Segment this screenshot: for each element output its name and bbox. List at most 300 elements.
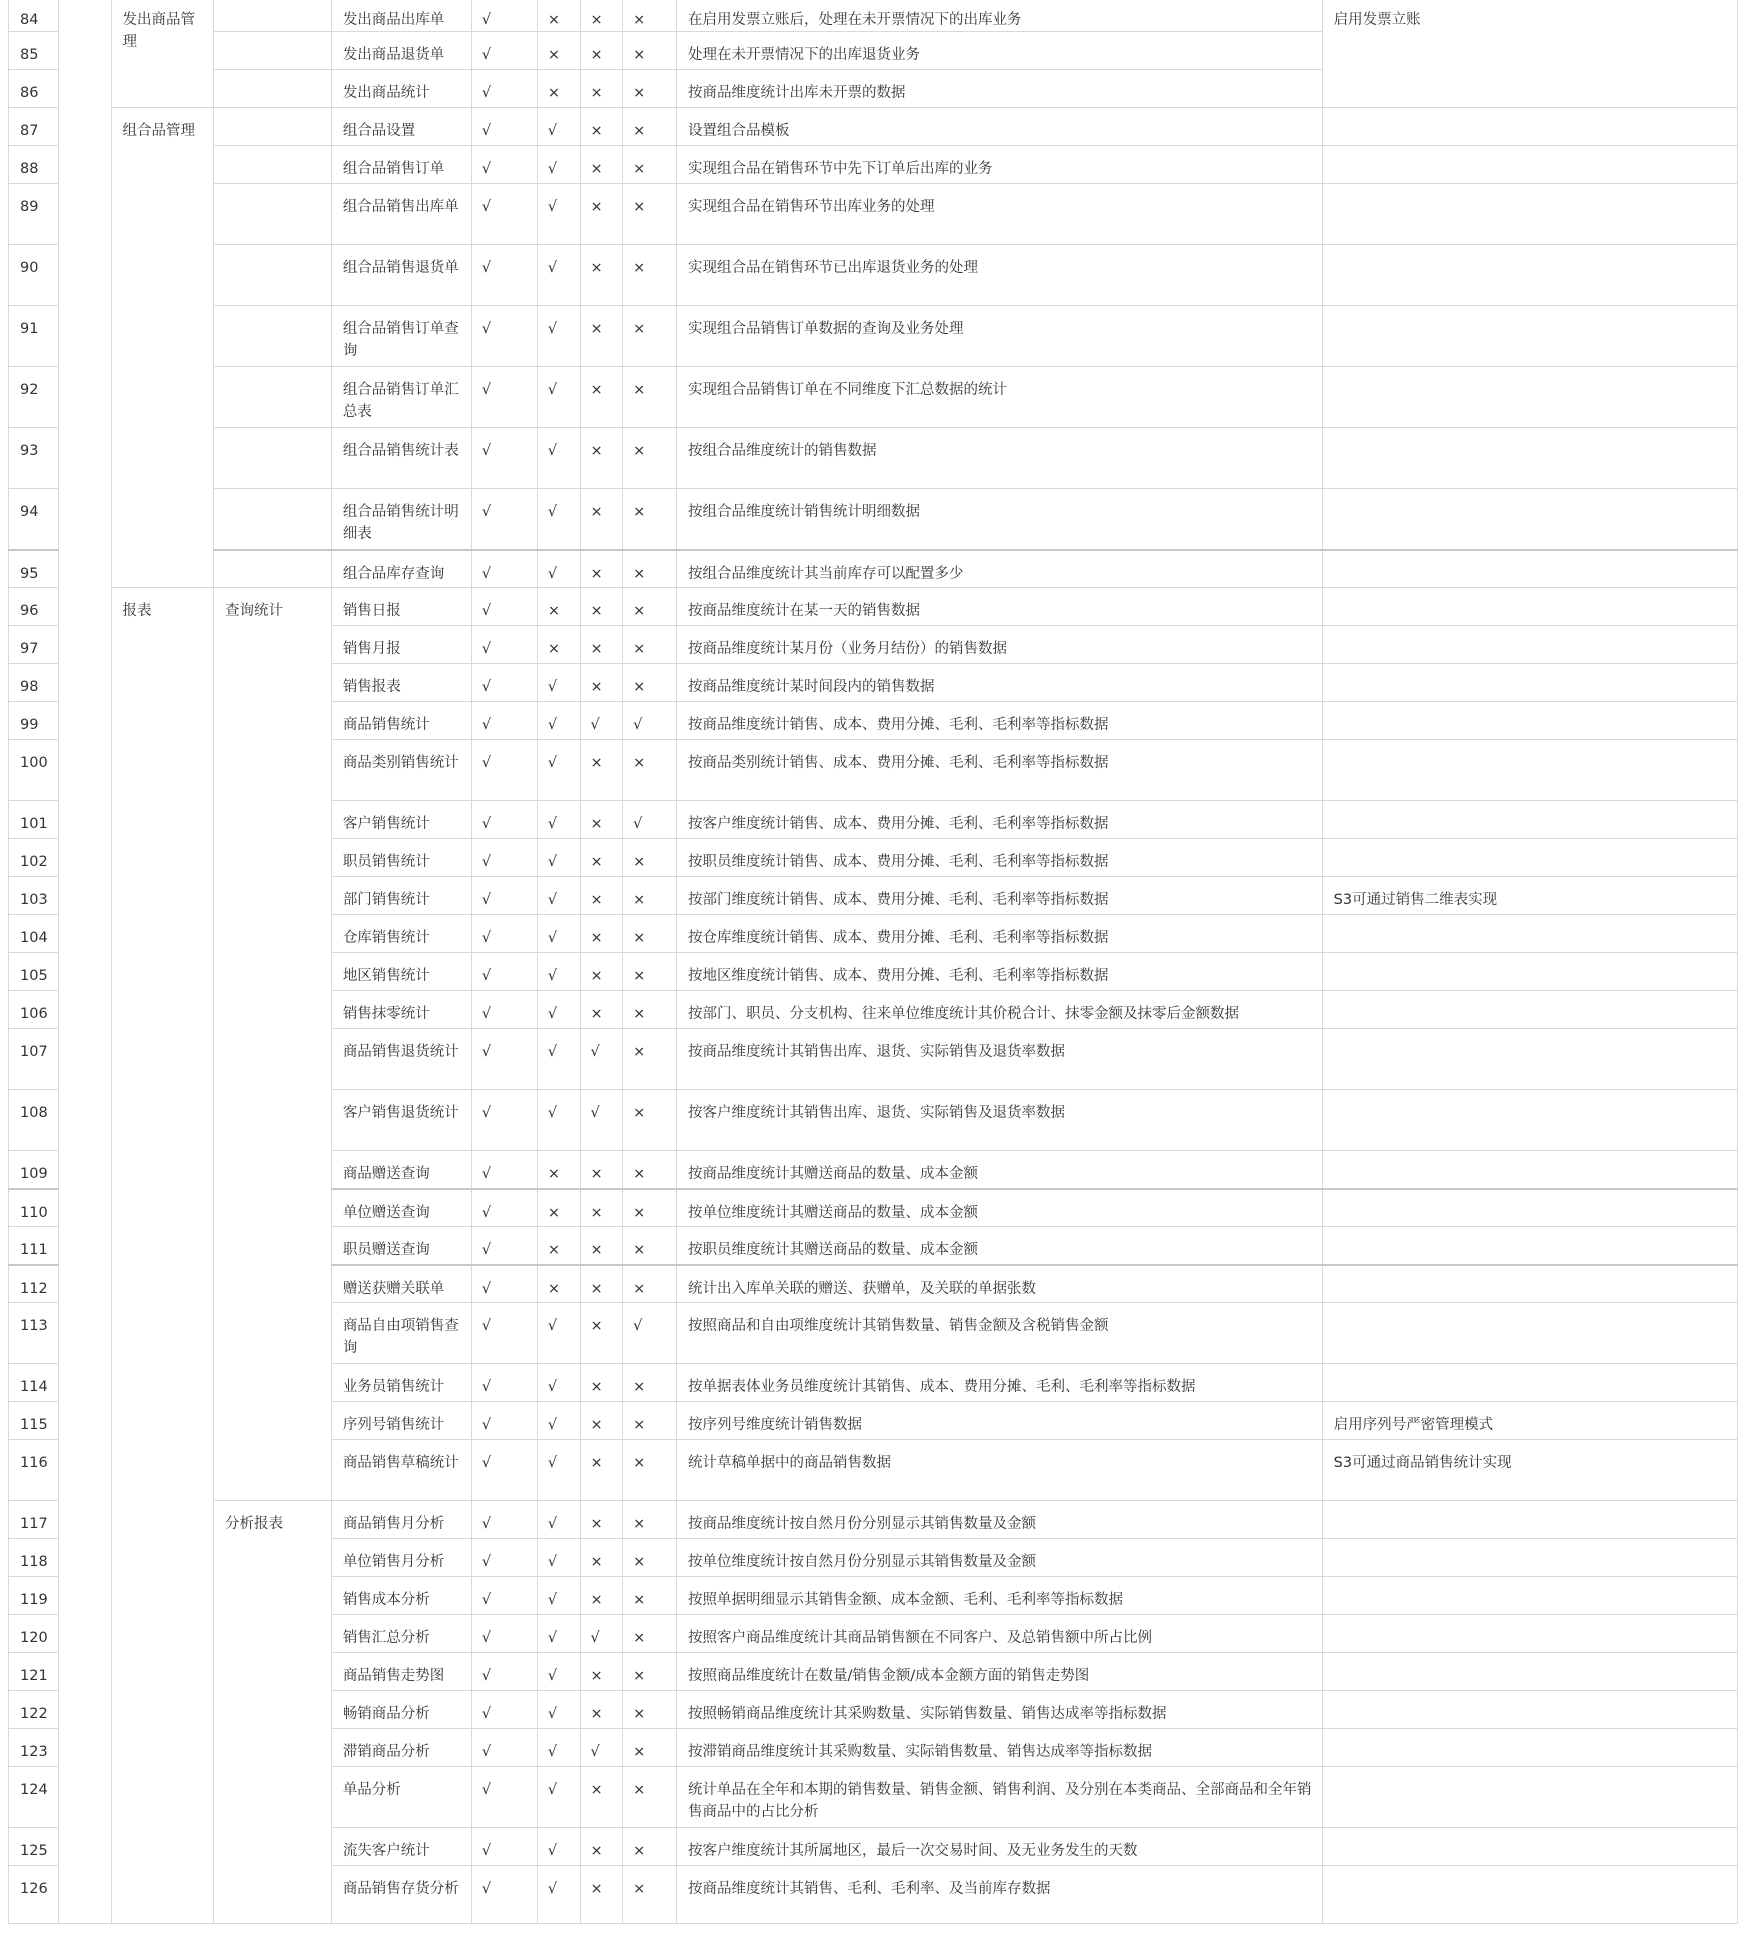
remark bbox=[1322, 1303, 1737, 1364]
support-mark: √ bbox=[471, 306, 537, 367]
function-name: 销售报表 bbox=[331, 664, 471, 702]
remark bbox=[1322, 702, 1737, 740]
support-mark: × bbox=[623, 489, 677, 550]
support-mark: × bbox=[580, 1151, 623, 1189]
support-mark: √ bbox=[471, 1402, 537, 1440]
function-name: 商品类别销售统计 bbox=[331, 740, 471, 801]
support-mark: √ bbox=[623, 801, 677, 839]
row-number: 106 bbox=[9, 991, 59, 1029]
function-name: 商品销售走势图 bbox=[331, 1653, 471, 1691]
support-mark: √ bbox=[537, 550, 580, 588]
support-mark: √ bbox=[537, 801, 580, 839]
remark bbox=[1322, 1227, 1737, 1265]
remark bbox=[1322, 1729, 1737, 1767]
support-mark: √ bbox=[537, 664, 580, 702]
remark bbox=[1322, 1866, 1737, 1924]
row-number: 90 bbox=[9, 245, 59, 306]
support-mark: × bbox=[580, 915, 623, 953]
function-name: 商品销售存货分析 bbox=[331, 1866, 471, 1924]
remark bbox=[1322, 839, 1737, 877]
function-name: 组合品销售统计明细表 bbox=[331, 489, 471, 550]
support-mark: × bbox=[580, 108, 623, 146]
support-mark: × bbox=[623, 664, 677, 702]
support-mark: √ bbox=[471, 32, 537, 70]
module-name: 组合品管理 bbox=[111, 108, 214, 588]
support-mark: × bbox=[623, 367, 677, 428]
function-description: 实现组合品销售订单数据的查询及业务处理 bbox=[676, 306, 1322, 367]
function-name: 单位赠送查询 bbox=[331, 1189, 471, 1227]
function-name: 流失客户统计 bbox=[331, 1828, 471, 1866]
function-name: 组合品销售出库单 bbox=[331, 184, 471, 245]
support-mark: × bbox=[580, 1539, 623, 1577]
support-mark: × bbox=[537, 1189, 580, 1227]
function-description: 统计草稿单据中的商品销售数据 bbox=[676, 1440, 1322, 1501]
function-name: 组合品销售订单 bbox=[331, 146, 471, 184]
support-mark: √ bbox=[537, 1303, 580, 1364]
support-mark: √ bbox=[471, 664, 537, 702]
function-name: 商品销售月分析 bbox=[331, 1501, 471, 1539]
support-mark: √ bbox=[537, 1364, 580, 1402]
support-mark: × bbox=[623, 1364, 677, 1402]
support-mark: × bbox=[580, 1691, 623, 1729]
support-mark: √ bbox=[471, 740, 537, 801]
support-mark: √ bbox=[471, 588, 537, 626]
row-number: 122 bbox=[9, 1691, 59, 1729]
support-mark: √ bbox=[471, 1501, 537, 1539]
function-name: 发出商品统计 bbox=[331, 70, 471, 108]
row-number: 97 bbox=[9, 626, 59, 664]
row-number: 117 bbox=[9, 1501, 59, 1539]
module-name: 报表 bbox=[111, 588, 214, 1924]
support-mark: √ bbox=[471, 1615, 537, 1653]
support-mark: √ bbox=[471, 0, 537, 32]
row-number: 119 bbox=[9, 1577, 59, 1615]
support-mark: √ bbox=[471, 1539, 537, 1577]
support-mark: × bbox=[580, 1402, 623, 1440]
function-name: 销售抹零统计 bbox=[331, 991, 471, 1029]
module-name: 发出商品管理 bbox=[111, 0, 214, 108]
support-mark: × bbox=[580, 1303, 623, 1364]
function-name: 销售月报 bbox=[331, 626, 471, 664]
support-mark: √ bbox=[471, 1767, 537, 1828]
support-mark: × bbox=[623, 1539, 677, 1577]
support-mark: × bbox=[623, 1227, 677, 1265]
support-mark: √ bbox=[537, 991, 580, 1029]
row-number: 89 bbox=[9, 184, 59, 245]
row-number: 98 bbox=[9, 664, 59, 702]
row-number: 121 bbox=[9, 1653, 59, 1691]
support-mark: × bbox=[623, 184, 677, 245]
support-mark: × bbox=[623, 1440, 677, 1501]
row-number: 92 bbox=[9, 367, 59, 428]
row-number: 86 bbox=[9, 70, 59, 108]
support-mark: √ bbox=[471, 70, 537, 108]
support-mark: √ bbox=[537, 1402, 580, 1440]
function-description: 按单位维度统计其赠送商品的数量、成本金额 bbox=[676, 1189, 1322, 1227]
remark bbox=[1322, 1653, 1737, 1691]
support-mark: × bbox=[580, 32, 623, 70]
function-name: 单位销售月分析 bbox=[331, 1539, 471, 1577]
support-mark: √ bbox=[471, 1265, 537, 1303]
row-number: 120 bbox=[9, 1615, 59, 1653]
support-mark: × bbox=[537, 626, 580, 664]
support-mark: × bbox=[623, 1265, 677, 1303]
feature-comparison-table bbox=[8, 0, 1738, 1924]
table-row bbox=[9, 550, 1738, 588]
function-description: 按地区维度统计销售、成本、费用分摊、毛利、毛利率等指标数据 bbox=[676, 953, 1322, 991]
function-name: 畅销商品分析 bbox=[331, 1691, 471, 1729]
support-mark: √ bbox=[471, 1227, 537, 1265]
support-mark: × bbox=[623, 626, 677, 664]
function-name: 商品销售草稿统计 bbox=[331, 1440, 471, 1501]
support-mark: × bbox=[623, 1615, 677, 1653]
support-mark: × bbox=[623, 428, 677, 489]
support-mark: √ bbox=[623, 1303, 677, 1364]
support-mark: × bbox=[580, 1265, 623, 1303]
support-mark: × bbox=[623, 245, 677, 306]
remark bbox=[1322, 588, 1737, 626]
support-mark: × bbox=[623, 550, 677, 588]
row-number: 108 bbox=[9, 1090, 59, 1151]
support-mark: × bbox=[623, 0, 677, 32]
row-number: 94 bbox=[9, 489, 59, 550]
function-description: 按照商品和自由项维度统计其销售数量、销售金额及含税销售金额 bbox=[676, 1303, 1322, 1364]
support-mark: √ bbox=[537, 1729, 580, 1767]
support-mark: √ bbox=[580, 702, 623, 740]
support-mark: × bbox=[623, 1577, 677, 1615]
support-mark: × bbox=[623, 1691, 677, 1729]
table-body bbox=[9, 0, 1738, 1924]
row-number: 109 bbox=[9, 1151, 59, 1189]
remark bbox=[1322, 306, 1737, 367]
submodule-name bbox=[214, 108, 332, 146]
support-mark: × bbox=[580, 1440, 623, 1501]
remark bbox=[1322, 428, 1737, 489]
function-description: 按照商品维度统计在数量/销售金额/成本金额方面的销售走势图 bbox=[676, 1653, 1322, 1691]
remark bbox=[1322, 489, 1737, 550]
function-description: 实现组合品销售订单在不同维度下汇总数据的统计 bbox=[676, 367, 1322, 428]
remark bbox=[1322, 1577, 1737, 1615]
support-mark: × bbox=[580, 1364, 623, 1402]
support-mark: × bbox=[580, 306, 623, 367]
row-number: 101 bbox=[9, 801, 59, 839]
support-mark: √ bbox=[537, 1653, 580, 1691]
support-mark: √ bbox=[580, 1090, 623, 1151]
support-mark: √ bbox=[471, 1090, 537, 1151]
submodule-name bbox=[214, 184, 332, 245]
remark bbox=[1322, 1029, 1737, 1090]
support-mark: × bbox=[580, 1189, 623, 1227]
remark bbox=[1322, 1189, 1737, 1227]
submodule-name bbox=[214, 0, 332, 32]
remark bbox=[1322, 1539, 1737, 1577]
support-mark: √ bbox=[471, 1729, 537, 1767]
remark bbox=[1322, 1501, 1737, 1539]
support-mark: √ bbox=[537, 915, 580, 953]
support-mark: √ bbox=[471, 1577, 537, 1615]
support-mark: × bbox=[580, 1653, 623, 1691]
table-row bbox=[9, 245, 1738, 306]
support-mark: √ bbox=[537, 184, 580, 245]
support-mark: √ bbox=[537, 1767, 580, 1828]
support-mark: × bbox=[580, 740, 623, 801]
support-mark: √ bbox=[471, 1303, 537, 1364]
support-mark: × bbox=[623, 877, 677, 915]
remark bbox=[1322, 184, 1737, 245]
submodule-name bbox=[214, 428, 332, 489]
support-mark: × bbox=[623, 1402, 677, 1440]
support-mark: √ bbox=[471, 953, 537, 991]
function-name: 赠送获赠关联单 bbox=[331, 1265, 471, 1303]
support-mark: × bbox=[580, 245, 623, 306]
support-mark: × bbox=[537, 0, 580, 32]
support-mark: × bbox=[623, 953, 677, 991]
remark bbox=[1322, 915, 1737, 953]
support-mark: × bbox=[580, 801, 623, 839]
support-mark: √ bbox=[471, 1828, 537, 1866]
support-mark: × bbox=[580, 1227, 623, 1265]
submodule-name bbox=[214, 489, 332, 550]
support-mark: × bbox=[580, 1501, 623, 1539]
row-number: 123 bbox=[9, 1729, 59, 1767]
function-description: 实现组合品在销售环节中先下订单后出库的业务 bbox=[676, 146, 1322, 184]
support-mark: √ bbox=[537, 306, 580, 367]
submodule-name bbox=[214, 367, 332, 428]
support-mark: √ bbox=[537, 245, 580, 306]
table-row bbox=[9, 0, 1738, 32]
table-row bbox=[9, 367, 1738, 428]
support-mark: × bbox=[623, 146, 677, 184]
table-row bbox=[9, 588, 1738, 626]
row-number: 116 bbox=[9, 1440, 59, 1501]
row-number: 84 bbox=[9, 0, 59, 32]
support-mark: × bbox=[623, 32, 677, 70]
support-mark: × bbox=[623, 1866, 677, 1924]
submodule-name bbox=[214, 550, 332, 588]
row-number: 107 bbox=[9, 1029, 59, 1090]
support-mark: √ bbox=[537, 1691, 580, 1729]
support-mark: × bbox=[623, 1151, 677, 1189]
function-name: 地区销售统计 bbox=[331, 953, 471, 991]
row-number: 115 bbox=[9, 1402, 59, 1440]
support-mark: × bbox=[580, 0, 623, 32]
function-description: 按部门、职员、分支机构、往来单位维度统计其价税合计、抹零金额及抹零后金额数据 bbox=[676, 991, 1322, 1029]
support-mark: √ bbox=[537, 367, 580, 428]
support-mark: √ bbox=[537, 1539, 580, 1577]
function-description: 按照客户商品维度统计其商品销售额在不同客户、及总销售额中所占比例 bbox=[676, 1615, 1322, 1653]
support-mark: × bbox=[580, 1866, 623, 1924]
support-mark: √ bbox=[471, 146, 537, 184]
support-mark: × bbox=[580, 839, 623, 877]
row-number: 96 bbox=[9, 588, 59, 626]
row-number: 111 bbox=[9, 1227, 59, 1265]
support-mark: × bbox=[623, 588, 677, 626]
support-mark: × bbox=[623, 1828, 677, 1866]
support-mark: √ bbox=[537, 702, 580, 740]
support-mark: √ bbox=[471, 184, 537, 245]
support-mark: √ bbox=[580, 1729, 623, 1767]
row-number: 103 bbox=[9, 877, 59, 915]
submodule-name bbox=[214, 146, 332, 184]
function-name: 组合品销售统计表 bbox=[331, 428, 471, 489]
row-number: 118 bbox=[9, 1539, 59, 1577]
support-mark: √ bbox=[471, 702, 537, 740]
function-description: 在启用发票立账后，处理在未开票情况下的出库业务 bbox=[676, 0, 1322, 32]
support-mark: × bbox=[580, 1767, 623, 1828]
remark bbox=[1322, 626, 1737, 664]
support-mark: × bbox=[623, 1501, 677, 1539]
support-mark: × bbox=[580, 588, 623, 626]
remark bbox=[1322, 1691, 1737, 1729]
row-number: 87 bbox=[9, 108, 59, 146]
table-row bbox=[9, 146, 1738, 184]
row-number: 88 bbox=[9, 146, 59, 184]
function-name: 发出商品退货单 bbox=[331, 32, 471, 70]
function-description: 按照单据明细显示其销售金额、成本金额、毛利、毛利率等指标数据 bbox=[676, 1577, 1322, 1615]
support-mark: √ bbox=[537, 1615, 580, 1653]
submodule-name bbox=[214, 32, 332, 70]
support-mark: × bbox=[580, 1577, 623, 1615]
support-mark: × bbox=[580, 550, 623, 588]
function-name: 商品销售退货统计 bbox=[331, 1029, 471, 1090]
function-description: 按商品维度统计在某一天的销售数据 bbox=[676, 588, 1322, 626]
support-mark: √ bbox=[471, 428, 537, 489]
support-mark: √ bbox=[471, 1189, 537, 1227]
remark bbox=[1322, 801, 1737, 839]
function-name: 仓库销售统计 bbox=[331, 915, 471, 953]
row-number: 85 bbox=[9, 32, 59, 70]
function-description: 设置组合品模板 bbox=[676, 108, 1322, 146]
function-description: 按商品类别统计销售、成本、费用分摊、毛利、毛利率等指标数据 bbox=[676, 740, 1322, 801]
submodule-name bbox=[214, 306, 332, 367]
function-name: 组合品销售订单汇总表 bbox=[331, 367, 471, 428]
support-mark: √ bbox=[471, 626, 537, 664]
support-mark: √ bbox=[537, 1501, 580, 1539]
function-description: 按商品维度统计其销售、毛利、毛利率、及当前库存数据 bbox=[676, 1866, 1322, 1924]
support-mark: × bbox=[623, 839, 677, 877]
function-name: 组合品销售退货单 bbox=[331, 245, 471, 306]
function-name: 组合品销售订单查询 bbox=[331, 306, 471, 367]
function-name: 客户销售统计 bbox=[331, 801, 471, 839]
support-mark: √ bbox=[580, 1029, 623, 1090]
row-number: 124 bbox=[9, 1767, 59, 1828]
row-number: 104 bbox=[9, 915, 59, 953]
support-mark: × bbox=[623, 915, 677, 953]
support-mark: × bbox=[623, 740, 677, 801]
table-row bbox=[9, 428, 1738, 489]
function-description: 按滞销商品维度统计其采购数量、实际销售数量、销售达成率等指标数据 bbox=[676, 1729, 1322, 1767]
blank-column bbox=[58, 0, 111, 1924]
support-mark: × bbox=[623, 1729, 677, 1767]
support-mark: × bbox=[580, 70, 623, 108]
support-mark: √ bbox=[471, 245, 537, 306]
function-name: 组合品设置 bbox=[331, 108, 471, 146]
submodule-name: 分析报表 bbox=[214, 1501, 332, 1924]
row-number: 112 bbox=[9, 1265, 59, 1303]
remark bbox=[1322, 1615, 1737, 1653]
support-mark: √ bbox=[537, 146, 580, 184]
function-description: 按仓库维度统计销售、成本、费用分摊、毛利、毛利率等指标数据 bbox=[676, 915, 1322, 953]
submodule-name bbox=[214, 70, 332, 108]
support-mark: × bbox=[537, 70, 580, 108]
function-description: 按商品维度统计某月份（业务月结份）的销售数据 bbox=[676, 626, 1322, 664]
function-description: 按组合品维度统计销售统计明细数据 bbox=[676, 489, 1322, 550]
support-mark: √ bbox=[471, 839, 537, 877]
remark bbox=[1322, 1265, 1737, 1303]
function-description: 按商品维度统计其赠送商品的数量、成本金额 bbox=[676, 1151, 1322, 1189]
remark bbox=[1322, 367, 1737, 428]
row-number: 99 bbox=[9, 702, 59, 740]
support-mark: √ bbox=[580, 1615, 623, 1653]
row-number: 102 bbox=[9, 839, 59, 877]
remark: S3可通过商品销售统计实现 bbox=[1322, 1440, 1737, 1501]
function-name: 部门销售统计 bbox=[331, 877, 471, 915]
function-name: 商品赠送查询 bbox=[331, 1151, 471, 1189]
function-name: 单品分析 bbox=[331, 1767, 471, 1828]
support-mark: × bbox=[537, 1265, 580, 1303]
support-mark: × bbox=[537, 1151, 580, 1189]
support-mark: × bbox=[537, 32, 580, 70]
support-mark: × bbox=[580, 428, 623, 489]
function-description: 按商品维度统计出库未开票的数据 bbox=[676, 70, 1322, 108]
submodule-name bbox=[214, 245, 332, 306]
remark: 启用序列号严密管理模式 bbox=[1322, 1402, 1737, 1440]
function-name: 职员销售统计 bbox=[331, 839, 471, 877]
support-mark: × bbox=[537, 588, 580, 626]
support-mark: × bbox=[623, 1767, 677, 1828]
function-description: 按客户维度统计其销售出库、退货、实际销售及退货率数据 bbox=[676, 1090, 1322, 1151]
remark bbox=[1322, 245, 1737, 306]
support-mark: × bbox=[580, 1828, 623, 1866]
row-number: 113 bbox=[9, 1303, 59, 1364]
support-mark: √ bbox=[471, 1653, 537, 1691]
support-mark: × bbox=[580, 489, 623, 550]
support-mark: √ bbox=[537, 1440, 580, 1501]
function-description: 按部门维度统计销售、成本、费用分摊、毛利、毛利率等指标数据 bbox=[676, 877, 1322, 915]
function-name: 销售日报 bbox=[331, 588, 471, 626]
support-mark: √ bbox=[471, 489, 537, 550]
remark bbox=[1322, 1151, 1737, 1189]
row-number: 126 bbox=[9, 1866, 59, 1924]
support-mark: √ bbox=[471, 877, 537, 915]
support-mark: √ bbox=[537, 839, 580, 877]
row-number: 114 bbox=[9, 1364, 59, 1402]
support-mark: × bbox=[580, 626, 623, 664]
support-mark: × bbox=[580, 146, 623, 184]
function-description: 按组合品维度统计其当前库存可以配置多少 bbox=[676, 550, 1322, 588]
support-mark: √ bbox=[471, 550, 537, 588]
support-mark: √ bbox=[537, 877, 580, 915]
support-mark: √ bbox=[537, 1866, 580, 1924]
support-mark: √ bbox=[537, 1828, 580, 1866]
support-mark: × bbox=[580, 664, 623, 702]
support-mark: √ bbox=[471, 991, 537, 1029]
support-mark: √ bbox=[537, 428, 580, 489]
function-description: 按客户维度统计其所属地区，最后一次交易时间、及无业务发生的天数 bbox=[676, 1828, 1322, 1866]
function-name: 组合品库存查询 bbox=[331, 550, 471, 588]
submodule-name: 查询统计 bbox=[214, 588, 332, 1501]
support-mark: × bbox=[623, 1189, 677, 1227]
remark: S3可通过销售二维表实现 bbox=[1322, 877, 1737, 915]
support-mark: √ bbox=[471, 1440, 537, 1501]
row-number: 110 bbox=[9, 1189, 59, 1227]
remark bbox=[1322, 550, 1737, 588]
support-mark: × bbox=[623, 108, 677, 146]
function-name: 商品自由项销售查询 bbox=[331, 1303, 471, 1364]
remark bbox=[1322, 1090, 1737, 1151]
function-description: 按商品维度统计按自然月份分别显示其销售数量及金额 bbox=[676, 1501, 1322, 1539]
support-mark: √ bbox=[471, 1691, 537, 1729]
